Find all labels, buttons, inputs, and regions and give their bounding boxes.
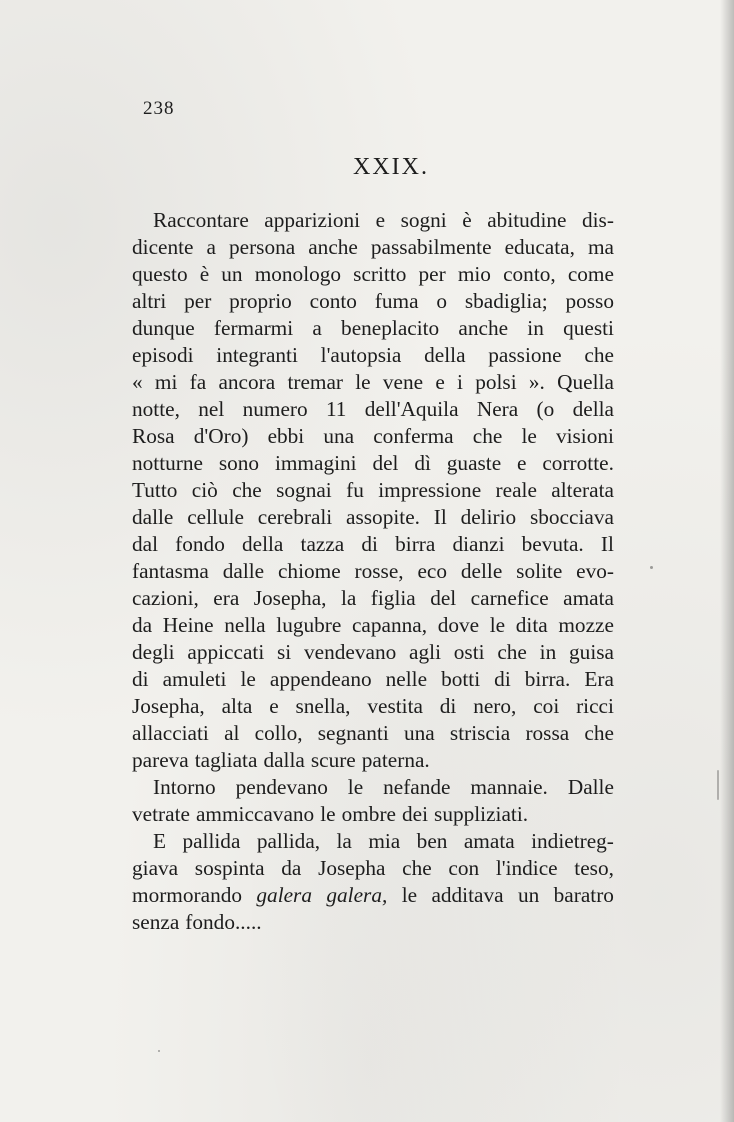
page-mark <box>717 770 719 800</box>
speck <box>158 1050 160 1052</box>
text-line: notte, nel numero 11 dell'Aquila Nera (o della <box>132 397 614 421</box>
text-line: Tutto ciò che sognai fu impressione reale alterata <box>132 478 614 502</box>
speck <box>650 566 653 569</box>
page-number: 238 <box>143 98 175 119</box>
text-line: Josepha, alta e snella, vestita di nero, coi ricci <box>132 694 614 718</box>
body-text <box>132 207 614 936</box>
text-line: dunque fermarmi a beneplacito anche in questi <box>132 316 614 340</box>
text-line: Raccontare apparizioni e sogni è abitudine dis- <box>153 208 614 232</box>
text-line: pareva tagliata dalla scure paterna. <box>132 748 430 772</box>
text-line: dicente a persona anche passabilmente educata, ma <box>132 235 614 259</box>
text-line: episodi integranti l'autopsia della passione che <box>132 343 614 367</box>
text-line: altri per proprio conto fuma o sbadiglia; posso <box>132 289 614 313</box>
text-line: giava sospinta da Josepha che con l'indice teso, <box>132 856 614 880</box>
text-line: degli appiccati si vendevano agli osti che in guisa <box>132 640 614 664</box>
text-line: cazioni, era Josepha, la figlia del carnefice amata <box>132 586 614 610</box>
text-line: di amuleti le appendeano nelle botti di birra. Era <box>132 667 614 691</box>
chapter-title: XXIX. <box>353 154 429 180</box>
text-line: da Heine nella lugubre capanna, dove le dita mozze <box>132 613 614 637</box>
text-line: Intorno pendevano le nefande mannaie. Dalle <box>153 775 614 799</box>
text-line: notturne sono immagini del dì guaste e corrotte. <box>132 451 614 475</box>
text-line: dalle cellule cerebrali assopite. Il delirio sbocciava <box>132 505 614 529</box>
text-line: dal fondo della tazza di birra dianzi bevuta. Il <box>132 532 614 556</box>
text-line: allacciati al collo, segnanti una striscia rossa che <box>132 721 614 745</box>
text-line: questo è un monologo scritto per mio conto, come <box>132 262 614 286</box>
text-line: « mi fa ancora tremar le vene e i polsi ». Quella <box>132 370 614 394</box>
text-line: E pallida pallida, la mia ben amata indietreg- <box>153 829 614 853</box>
text-line: senza fondo..... <box>132 910 262 934</box>
text-line: mormorando galera galera, le additava un baratro <box>132 883 614 907</box>
text-line: vetrate ammiccavano le ombre dei suppliziati. <box>132 802 529 826</box>
text-line: fantasma dalle chiome rosse, eco delle solite evo- <box>132 559 614 583</box>
text-line: Rosa d'Oro) ebbi una conferma che le visioni <box>132 424 614 448</box>
